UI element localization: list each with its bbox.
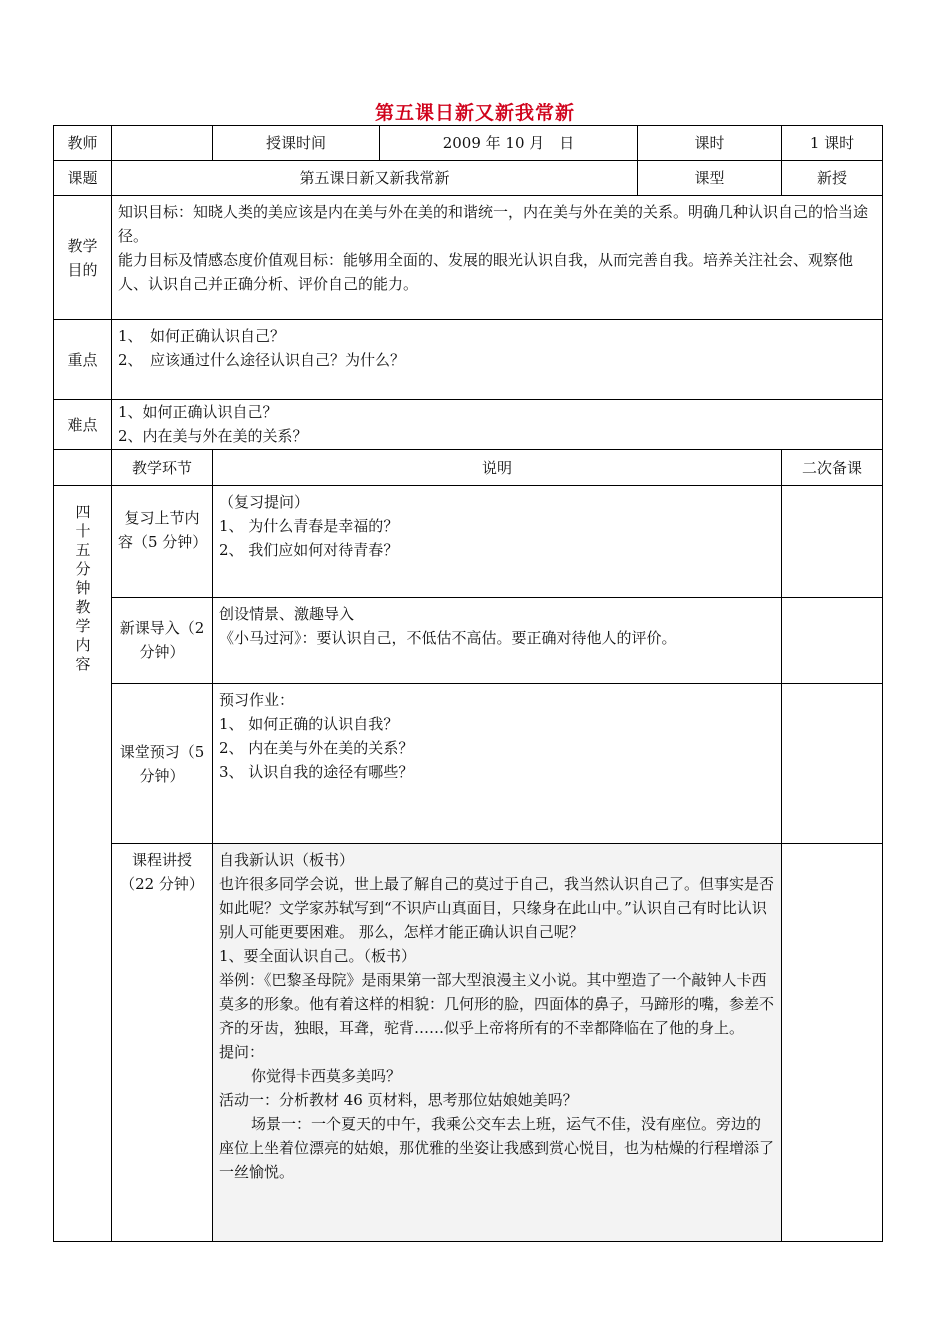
- goal-ability: 能力目标及情感态度价值观目标：能够用全面的、发展的眼光认识自我，从而完善自我。培养关注社会、观察他人、认识自己并正确分析、评价自己的能力。: [118, 251, 854, 293]
- difficulty-item: 1、如何正确认识自己？: [118, 403, 278, 421]
- process-header-blank: [54, 450, 112, 486]
- header-row-1: [54, 126, 883, 161]
- stage-description: （复习提问） 1、 为什么青春是幸福的？ 2、 我们应如何对待青春？: [213, 486, 782, 598]
- stage-description: 自我新认识（板书） 也许很多同学会说，世上最了解自己的莫过于自己，我当然认识自己了。但事实是否如此呢？文学家苏轼写到“不识庐山真面目，只缘身在此山中。”认识自己有时比认识别人可能更要困难。 那么，怎样才能正确认识自己呢？ 1、要全面认识自己。（板书） 举例：《巴黎圣母院》是雨果第一部大型浪漫主义小说。其中塑造了一个敲钟人卡西莫多的形象。他有着这样的相貌：几何形的脸，四面体的鼻子，马蹄形的嘴，参差不齐的牙齿，独眼，耳聋，驼背……似乎上帝将所有的不幸都降临在了他的身上。 提问： 你觉得卡西莫多美吗？ 活动一：分析教材 46 页材料，思考那位姑娘她美吗？ 场景一：一个夏天的中午，我乘公交车去上班，运气不佳，没有座位。旁边的座位上坐着位漂亮的姑娘，那优雅的坐姿让我感到赏心悦目，也为枯燥的行程增添了一丝愉悦。: [213, 844, 782, 1242]
- type-value: 新授: [782, 161, 883, 196]
- stage-name: 复习上节内容（5 分钟）: [112, 486, 213, 598]
- lesson-plan-table: [53, 125, 883, 1242]
- hours-value: 1 课时: [782, 126, 883, 161]
- description-header: 说明: [213, 450, 782, 486]
- goals-row: [54, 196, 883, 320]
- header-row-2: [54, 161, 883, 196]
- teacher-value: [112, 126, 213, 161]
- hours-label: 课时: [638, 126, 782, 161]
- stage-description: 创设情景、激趣导入 《小马过河》：要认识自己，不低估不高估。要正确对待他人的评价。: [213, 598, 782, 684]
- stage-header: 教学环节: [112, 450, 213, 486]
- stage-name: 新课导入（2 分钟）: [112, 598, 213, 684]
- side-label: 四十五分钟教学内容: [73, 504, 92, 675]
- difficulty-item: 2、内在美与外在美的关系？: [118, 427, 308, 445]
- difficulties-row: [54, 400, 883, 450]
- key-point-item: 2、 应该通过什么途径认识自己？为什么？: [118, 351, 406, 369]
- goals-content: [112, 196, 883, 320]
- stage-row-lecture: [54, 844, 883, 1242]
- time-label: 授课时间: [213, 126, 380, 161]
- difficulties-content: [112, 400, 883, 450]
- stage-row-preview: [54, 684, 883, 844]
- page-title: 第五课日新又新我常新: [374, 102, 575, 124]
- time-value: 2009 年 10 月 日: [380, 126, 638, 161]
- side-label-cell: [54, 486, 112, 1242]
- key-points-content: [112, 320, 883, 400]
- stage-notes: [782, 844, 883, 1242]
- teacher-label: 教师: [54, 126, 112, 161]
- key-point-item: 1、 如何正确认识自己？: [118, 327, 286, 345]
- process-header-row: [54, 450, 883, 486]
- key-points-row: [54, 320, 883, 400]
- goals-label: 教学目的: [54, 196, 112, 320]
- stage-row-review: [54, 486, 883, 598]
- goal-knowledge: 知识目标：知晓人类的美应该是内在美与外在美的和谐统一，内在美与外在美的关系。明确几种认识自己的恰当途径。: [118, 203, 869, 245]
- notes-header: 二次备课: [782, 450, 883, 486]
- difficulties-label: 难点: [54, 400, 112, 450]
- stage-notes: [782, 684, 883, 844]
- topic-value: 第五课日新又新我常新: [112, 161, 638, 196]
- stage-name: 课程讲授（22 分钟）: [112, 844, 213, 1242]
- stage-name: 课堂预习（5 分钟）: [112, 684, 213, 844]
- stage-row-intro: [54, 598, 883, 684]
- type-label: 课型: [638, 161, 782, 196]
- topic-label: 课题: [54, 161, 112, 196]
- stage-notes: [782, 598, 883, 684]
- key-points-label: 重点: [54, 320, 112, 400]
- stage-notes: [782, 486, 883, 598]
- stage-description: 预习作业： 1、 如何正确的认识自我？ 2、 内在美与外在美的关系？ 3、 认识自我的途径有哪些？: [213, 684, 782, 844]
